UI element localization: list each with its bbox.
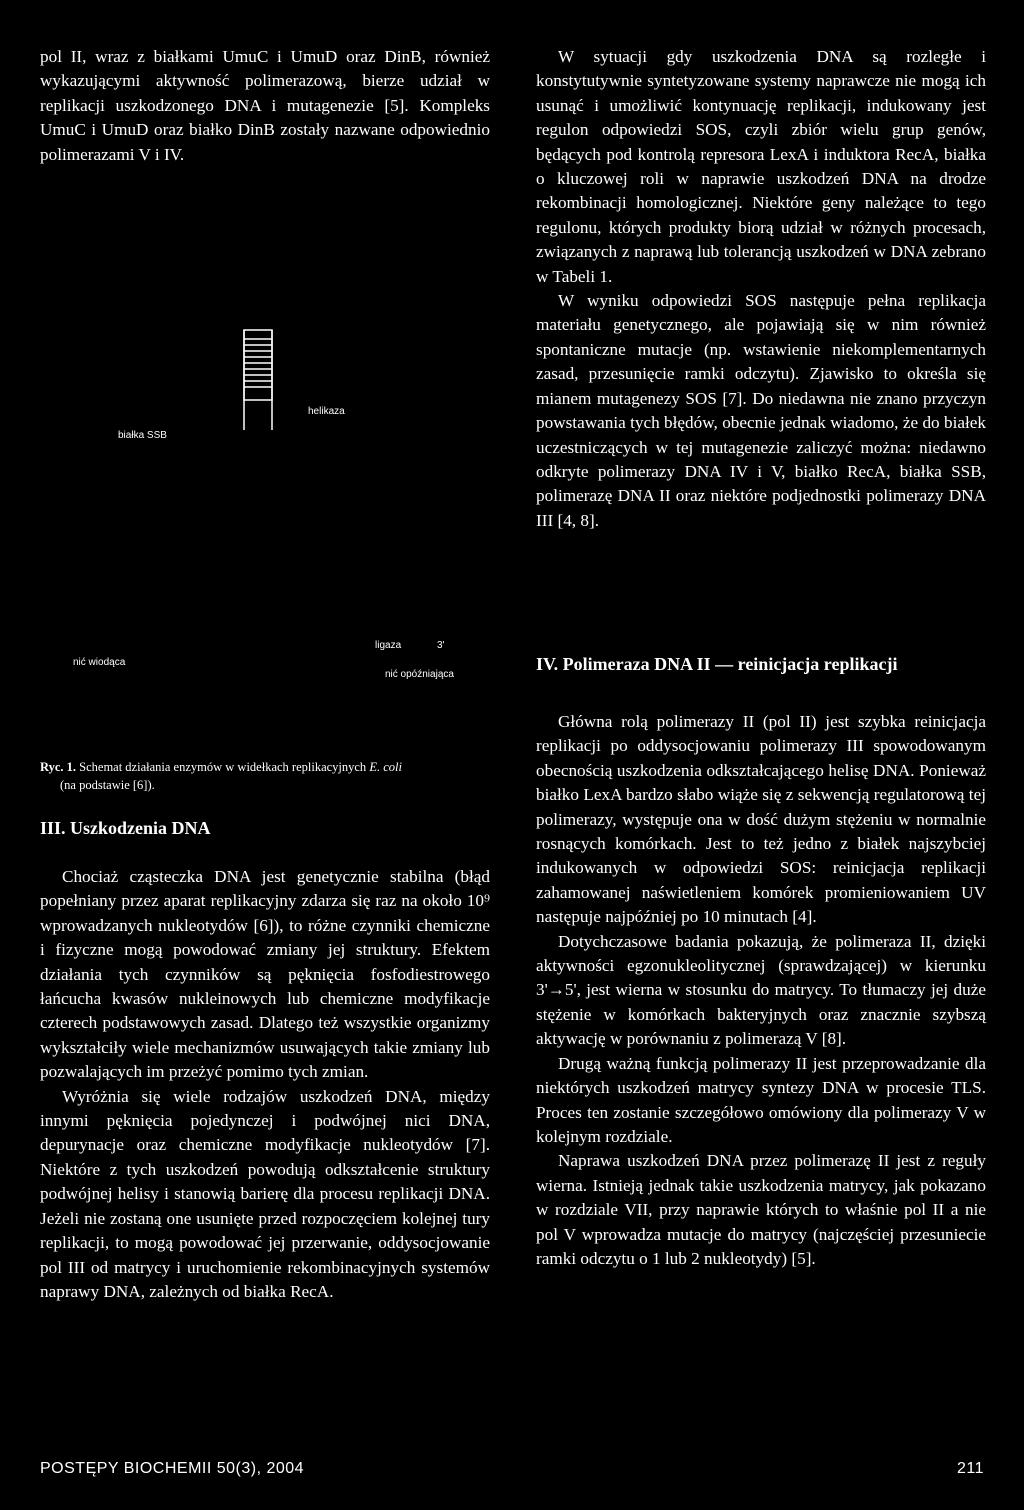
helix-ladder-icon — [244, 330, 272, 430]
paragraph: Wyróżnia się wiele rodzajów uszkodzeń DNA, między innymi pęknięcia pojedynczej i podwójnej nici DNA, depurynacje oraz chemiczne modyfikacje nukleotydów [7]. Niektóre z tych uszkodzeń powodują odkształcenie struktury podwójnej helisy i stanowią barierę dla procesu replikacji DNA. Jeżeli nie zostaną one usunięte przed rozpoczęciem kolejnej tury replikacji, to mogą powodować jej przerwanie, oddysocjowanie pol III od matrycy i uruchomienie rekombinacyjnych systemów naprawy DNA, zależnych od białka RecA. — [40, 1086, 490, 1301]
label-leading-strand: nić wiodąca — [73, 657, 126, 668]
paragraph: pol II, wraz z białkami UmuC i UmuD oraz DinB, również wykazującymi aktywność polimerazową, bierze udział w replikacji uszkodzonego DNA i mutagenezie [5]. Kompleks UmuC i UmuD oraz białko DinB zostały nazwane odpowiednio polimerazami V i IV. — [40, 47, 490, 164]
journal-footer: POSTĘPY BIOCHEMII 50(3), 2004 — [40, 1460, 305, 1477]
caption-prefix: Ryc. 1. — [40, 760, 77, 774]
caption-source: (na podstawie [6]). — [60, 778, 155, 792]
label-helicase: helikaza — [308, 406, 345, 417]
caption-text: Schemat działania enzymów w widełkach replikacyjnych — [79, 760, 367, 774]
label-ssb: białka SSB — [118, 430, 167, 441]
page-number: 211 — [956, 1460, 984, 1477]
replication-fork-figure — [230, 325, 390, 435]
label-ligase: ligaza — [375, 640, 402, 651]
paragraph: W wyniku odpowiedzi SOS następuje pełna replikacja materiału genetycznego, ale pojawiają się w nim również spontaniczne mutacje (np. wstawienie niekomplementarnych zasad, przesunięcie ramki odczytu). Zjawisko to określa się mianem mutagenezy SOS [7]. Do niedawna nie znano przyczyn powstawania tych błędów, obecnie jednak wiadomo, że do białek uczestniczących w tej mutagenezie zaliczyć można: niedawno odkryte polimerazy DNA IV i V, białko RecA, białka SSB, polimerazę DNA II oraz niektóre podjednostki polimerazy DNA III [4, 8]. — [536, 291, 986, 530]
caption-species: E. coli — [369, 760, 402, 774]
section-3-body — [40, 865, 490, 1304]
section-4-body — [536, 710, 986, 1271]
label-lagging-strand: nić opóźniająca — [385, 669, 454, 680]
section-4-heading: IV. Polimeraza DNA II — reinicjacja replikacji — [536, 654, 898, 674]
paragraph: Drugą ważną funkcją polimerazy II jest przeprowadzanie dla niektórych uszkodzeń matrycy syntezy DNA w procesie TLS. Proces ten zostanie szczegółowo omówiony dla polimerazy V w kolejnym rozdziale. — [536, 1053, 986, 1146]
section-3-heading: III. Uszkodzenia DNA — [40, 818, 211, 838]
paragraph: Chociaż cząsteczka DNA jest genetycznie stabilna (błąd popełniany przez aparat replikacyjny zdarza się raz na około 10⁹ wprowadzanych nukleotydów [6]), to różne czynniki chemiczne i fizyczne mogą powodować zmiany jej struktury. Efektem działania tych czynników są pęknięcia fosfodiestrowego łańcucha kwasów nukleinowych lub chemiczne modyfikacje czterech podstawowych zasad. Dlatego też wszystkie organizmy wykształciły wiele mechanizmów usuwających takie zmiany lub pozwalających im przeżyć pomimo tych zmian. — [40, 867, 490, 1082]
figure-caption — [40, 758, 510, 794]
paragraph: W sytuacji gdy uszkodzenia DNA są rozległe i konstytutywnie syntetyzowane systemy naprawcze nie mogą ich usunąć i umożliwić kontynuację replikacji, indukowany jest regulon odpowiedzi SOS, czyli zbiór wielu grup genów, będących pod kontrolą represora LexA i induktora RecA, białka o kluczowej roli w naprawie uszkodzeń DNA na drodze rekombinacji homologicznej. Niektóre geny należące to tego regulonu, których produkty biorą udział w różnych procesach, związanych z naprawą lub tolerancją uszkodzeń w DNA zebrano w Tabeli 1. — [536, 47, 986, 286]
left-column-top — [40, 45, 490, 167]
label-ligase-end: 3' — [437, 640, 445, 651]
right-column-top — [536, 45, 986, 533]
paragraph: Dotychczasowe badania pokazują, że polimeraza II, dzięki aktywności egzonukleolitycznej (sprawdzającej) w kierunku 3'→5', jest wierna w stosunku do matrycy. To tłumaczy jej duże stężenie w komórkach bakteryjnych oraz znacznie szybszą aktywację w porównaniu z polimerazą V [8]. — [536, 931, 986, 1049]
paragraph: Naprawa uszkodzeń DNA przez polimerazę II jest z reguły wierna. Istnieją jednak takie uszkodzenia matrycy, jak pokazano w rozdziale VII, przy naprawie których to właśnie pol II a nie pol V wprowadza mutacje do matrycy (najczęściej przesuniecie ramki odczytu o 1 lub 2 nukleotydy) [5]. — [536, 1151, 986, 1268]
paragraph: Główna rolą polimerazy II (pol II) jest szybka reinicjacja replikacji po oddysocjowaniu polimerazy III spowodowanym obecnością uszkodzenia odkształcającego helisę DNA. Ponieważ białko LexA bardzo słabo wiąże się z sekwencją regulatorową tej polimerazy, występuje ona w dość dużym stężeniu w normalnie rosnących komórkach. Jest to też jedno z białek najszybciej indukowanych w odpowiedzi SOS: reinicjacja replikacji zahamowanej naświetleniem komórek promieniowaniem UV następuje najpóźniej po 10 minutach [4]. — [536, 712, 986, 927]
